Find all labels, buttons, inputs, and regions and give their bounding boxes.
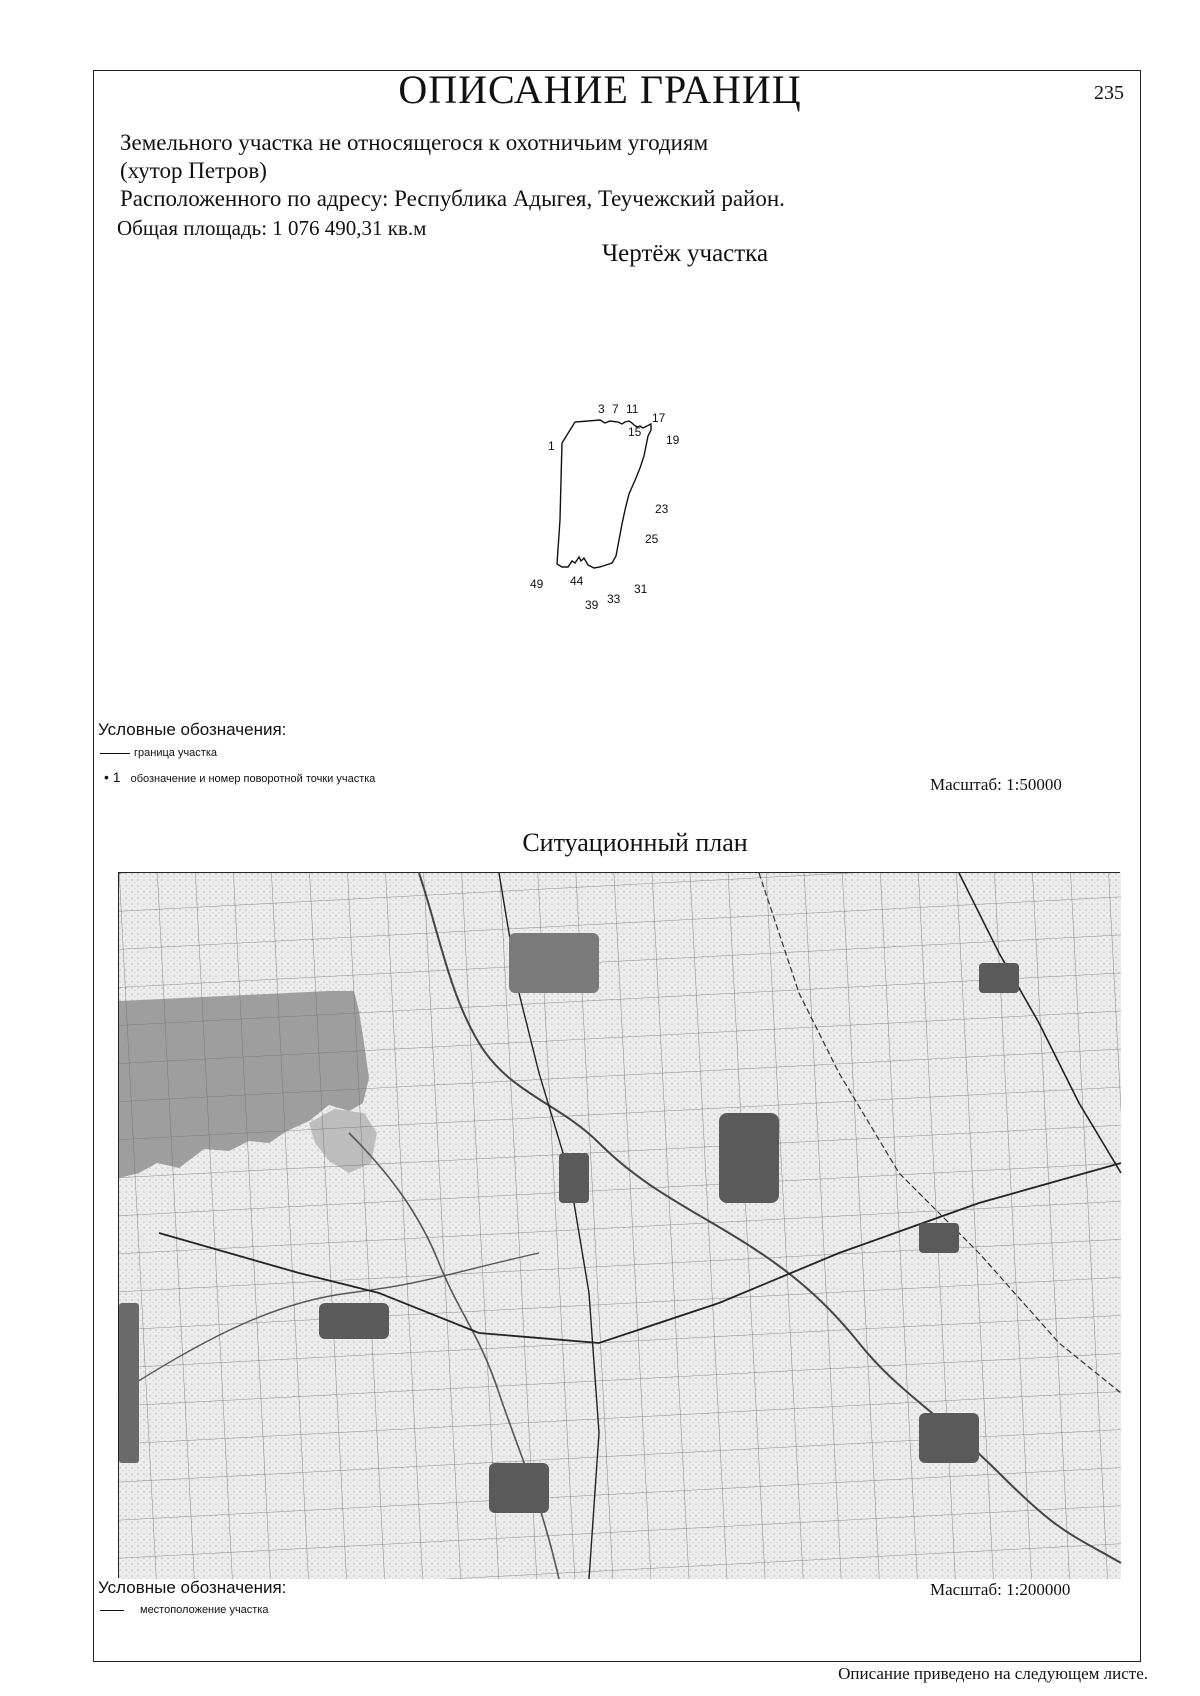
parcel-boundary [557,420,651,568]
footer-note: Описание приведено на следующем листе. [838,1664,1148,1683]
situation-map-image [119,873,1121,1579]
point-label: 44 [570,574,584,588]
info-line-area: Общая площадь: 1 076 490,31 кв.м [117,216,427,240]
point-label: 31 [634,582,648,596]
legend-title: Условные обозначения: [98,1578,287,1597]
point-symbol: • 1 [104,769,121,785]
legend-title: Условные обозначения: [98,720,287,739]
boundary-line-symbol [100,753,130,754]
point-label: 49 [530,577,544,591]
document-title: ОПИСАНИЕ ГРАНИЦ [398,67,802,112]
parcel-drawing [530,402,720,620]
info-line-name: (хутор Петров) [120,158,267,183]
info-line-purpose: Земельного участка не относящегося к охотничьим угодиям [120,130,709,155]
scale-label: Масштаб: 1:50000 [930,775,1062,794]
point-label: 15 [628,425,642,439]
legend-item-point [104,769,375,785]
scale-label: Масштаб: 1:200000 [930,1580,1071,1599]
point-label: 1 [548,439,555,453]
point-label: 39 [585,598,599,612]
legend-label: обозначение и номер поворотной точки участка [130,773,376,785]
legend-item-boundary [100,747,217,759]
point-label: 3 [598,402,605,416]
situation-map [118,872,1120,1578]
legend-label: местоположение участка [140,1604,269,1616]
drawing-title: Чертёж участка [601,240,769,267]
location-line-symbol [100,1610,124,1611]
legend-item-location [100,1604,269,1616]
info-line-address: Расположенного по адресу: Республика Адыгея, Теучежский район. [120,186,785,211]
legend-label: граница участка [134,747,217,759]
point-label: 7 [612,402,619,416]
point-label: 23 [655,502,669,516]
point-label: 33 [607,592,621,606]
point-label: 11 [626,402,639,416]
point-label: 25 [645,532,659,546]
page-number: 235 [1094,82,1124,104]
situation-plan-title: Ситуационный план [522,828,748,857]
point-label: 19 [666,433,680,447]
point-label: 17 [652,411,666,425]
